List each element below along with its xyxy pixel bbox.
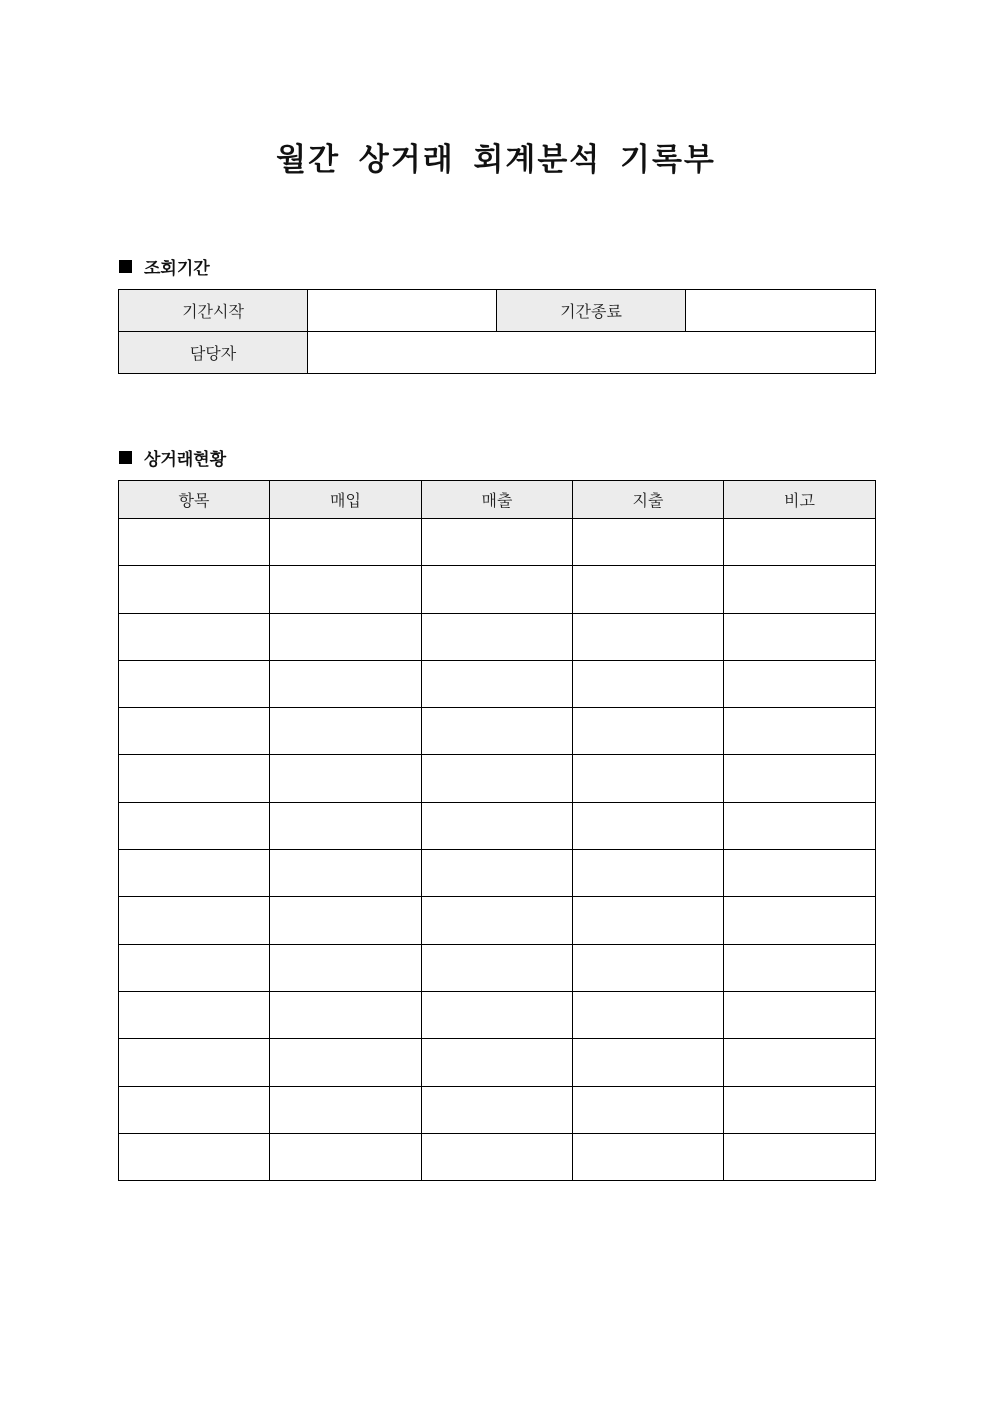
period-table bbox=[118, 289, 876, 374]
table-row bbox=[119, 1039, 876, 1086]
cell-purchase[interactable] bbox=[270, 991, 422, 1038]
period-row-manager bbox=[119, 332, 876, 374]
end-date-label: 기간종료 bbox=[497, 290, 686, 332]
table-row bbox=[119, 1086, 876, 1133]
column-header-purchase: 매입 bbox=[270, 481, 422, 519]
cell-purchase[interactable] bbox=[270, 660, 422, 707]
table-row bbox=[119, 708, 876, 755]
cell-purchase[interactable] bbox=[270, 897, 422, 944]
table-row bbox=[119, 660, 876, 707]
trade-section-heading-text: 상거래현황 bbox=[144, 450, 227, 470]
cell-sales[interactable] bbox=[422, 519, 573, 566]
trade-table bbox=[118, 480, 876, 1181]
manager-field[interactable] bbox=[308, 332, 876, 374]
cell-purchase[interactable] bbox=[270, 519, 422, 566]
cell-item[interactable] bbox=[119, 802, 270, 849]
start-date-field[interactable] bbox=[308, 290, 497, 332]
table-row bbox=[119, 1133, 876, 1180]
cell-expense[interactable] bbox=[573, 897, 724, 944]
cell-expense[interactable] bbox=[573, 802, 724, 849]
cell-purchase[interactable] bbox=[270, 755, 422, 802]
table-row bbox=[119, 991, 876, 1038]
cell-item[interactable] bbox=[119, 1039, 270, 1086]
cell-item[interactable] bbox=[119, 708, 270, 755]
cell-sales[interactable] bbox=[422, 944, 573, 991]
table-row bbox=[119, 613, 876, 660]
cell-expense[interactable] bbox=[573, 613, 724, 660]
cell-sales[interactable] bbox=[422, 613, 573, 660]
cell-expense[interactable] bbox=[573, 519, 724, 566]
trade-section-heading bbox=[119, 445, 226, 470]
cell-note[interactable] bbox=[724, 660, 876, 707]
cell-expense[interactable] bbox=[573, 944, 724, 991]
cell-sales[interactable] bbox=[422, 1086, 573, 1133]
cell-purchase[interactable] bbox=[270, 708, 422, 755]
cell-item[interactable] bbox=[119, 1086, 270, 1133]
cell-item[interactable] bbox=[119, 991, 270, 1038]
cell-note[interactable] bbox=[724, 519, 876, 566]
cell-expense[interactable] bbox=[573, 1133, 724, 1180]
cell-note[interactable] bbox=[724, 897, 876, 944]
cell-purchase[interactable] bbox=[270, 613, 422, 660]
cell-item[interactable] bbox=[119, 613, 270, 660]
cell-expense[interactable] bbox=[573, 1039, 724, 1086]
cell-sales[interactable] bbox=[422, 755, 573, 802]
cell-sales[interactable] bbox=[422, 660, 573, 707]
cell-sales[interactable] bbox=[422, 566, 573, 613]
cell-item[interactable] bbox=[119, 519, 270, 566]
cell-purchase[interactable] bbox=[270, 944, 422, 991]
cell-note[interactable] bbox=[724, 708, 876, 755]
table-row bbox=[119, 802, 876, 849]
cell-expense[interactable] bbox=[573, 850, 724, 897]
cell-item[interactable] bbox=[119, 566, 270, 613]
black-square-bullet-icon bbox=[119, 260, 132, 273]
cell-expense[interactable] bbox=[573, 660, 724, 707]
table-row bbox=[119, 566, 876, 613]
cell-item[interactable] bbox=[119, 944, 270, 991]
period-section-heading-text: 조회기간 bbox=[144, 259, 210, 279]
start-date-label: 기간시작 bbox=[119, 290, 308, 332]
cell-sales[interactable] bbox=[422, 850, 573, 897]
cell-note[interactable] bbox=[724, 1086, 876, 1133]
cell-note[interactable] bbox=[724, 991, 876, 1038]
cell-note[interactable] bbox=[724, 850, 876, 897]
table-row bbox=[119, 850, 876, 897]
end-date-field[interactable] bbox=[686, 290, 876, 332]
black-square-bullet-icon bbox=[119, 451, 132, 464]
cell-expense[interactable] bbox=[573, 991, 724, 1038]
cell-note[interactable] bbox=[724, 755, 876, 802]
column-header-expense: 지출 bbox=[573, 481, 724, 519]
table-row bbox=[119, 897, 876, 944]
cell-purchase[interactable] bbox=[270, 1086, 422, 1133]
cell-item[interactable] bbox=[119, 755, 270, 802]
cell-item[interactable] bbox=[119, 1133, 270, 1180]
cell-item[interactable] bbox=[119, 897, 270, 944]
cell-expense[interactable] bbox=[573, 566, 724, 613]
cell-sales[interactable] bbox=[422, 897, 573, 944]
table-row bbox=[119, 519, 876, 566]
column-header-item: 항목 bbox=[119, 481, 270, 519]
cell-note[interactable] bbox=[724, 944, 876, 991]
cell-note[interactable] bbox=[724, 802, 876, 849]
cell-sales[interactable] bbox=[422, 1133, 573, 1180]
cell-item[interactable] bbox=[119, 850, 270, 897]
manager-label: 담당자 bbox=[119, 332, 308, 374]
cell-sales[interactable] bbox=[422, 708, 573, 755]
cell-sales[interactable] bbox=[422, 991, 573, 1038]
period-section-heading bbox=[119, 254, 210, 279]
cell-purchase[interactable] bbox=[270, 1133, 422, 1180]
cell-expense[interactable] bbox=[573, 708, 724, 755]
table-row bbox=[119, 944, 876, 991]
cell-purchase[interactable] bbox=[270, 850, 422, 897]
cell-sales[interactable] bbox=[422, 1039, 573, 1086]
cell-note[interactable] bbox=[724, 613, 876, 660]
cell-purchase[interactable] bbox=[270, 802, 422, 849]
cell-note[interactable] bbox=[724, 1133, 876, 1180]
period-row-dates bbox=[119, 290, 876, 332]
cell-sales[interactable] bbox=[422, 802, 573, 849]
cell-note[interactable] bbox=[724, 1039, 876, 1086]
column-header-sales: 매출 bbox=[422, 481, 573, 519]
cell-purchase[interactable] bbox=[270, 566, 422, 613]
trade-table-header bbox=[119, 481, 876, 519]
table-row bbox=[119, 755, 876, 802]
cell-item[interactable] bbox=[119, 660, 270, 707]
document-title: 월간 상거래 회계분석 기록부 bbox=[276, 142, 716, 178]
cell-expense[interactable] bbox=[573, 755, 724, 802]
cell-note[interactable] bbox=[724, 566, 876, 613]
column-header-note: 비고 bbox=[724, 481, 876, 519]
cell-expense[interactable] bbox=[573, 1086, 724, 1133]
cell-purchase[interactable] bbox=[270, 1039, 422, 1086]
